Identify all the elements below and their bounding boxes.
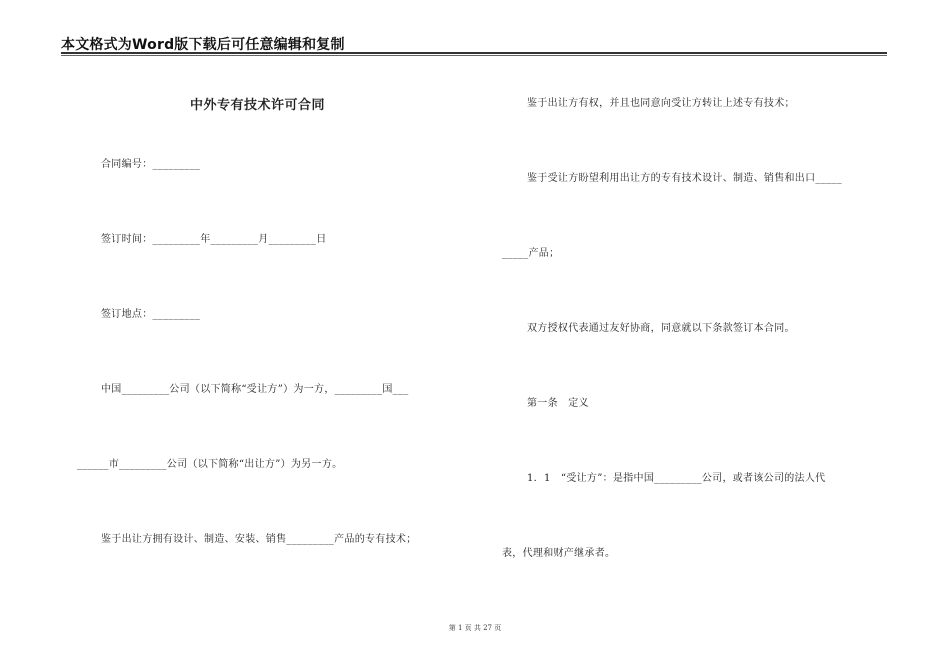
whereas-clause-3-continued: _____产品；: [502, 248, 560, 259]
signing-place-line: 签订地点：_________: [101, 309, 201, 320]
definition-1-1-continued: 表，代理和财产继承者。: [502, 548, 616, 559]
whereas-clause-3: 鉴于受让方盼望利用出让方的专有技术设计、制造、销售和出口_____: [527, 173, 842, 184]
contract-number-line: 合同编号：_________: [101, 159, 201, 170]
article-1-heading: 第一条 定义: [527, 398, 589, 409]
header-rule-secondary: [61, 55, 887, 56]
signing-date-line: 签订时间：_________年_________月_________日: [101, 234, 327, 245]
document-header: 本文格式为Word版下载后可任意编辑和复制: [61, 37, 345, 53]
whereas-clause-1: 鉴于出让方拥有设计、制造、安装、销售_________产品的专有技术；: [101, 534, 417, 545]
party-intro-continued: ______市_________公司（以下简称“出让方”）为另一方。: [77, 459, 343, 470]
party-intro-line: 中国_________公司（以下简称“受让方”）为一方，_________国___: [101, 384, 409, 395]
agreement-statement: 双方授权代表通过友好协商，同意就以下条款签订本合同。: [527, 323, 795, 334]
contract-title: 中外专有技术许可合同: [190, 98, 326, 113]
definition-1-1: 1．1 “受让方”：是指中国_________公司，或者该公司的法人代: [527, 473, 826, 484]
header-rule: [61, 52, 887, 54]
whereas-clause-2: 鉴于出让方有权，并且也同意向受让方转让上述专有技术；: [527, 98, 795, 109]
page-footer: 第 1 页 共 27 页: [448, 624, 502, 632]
